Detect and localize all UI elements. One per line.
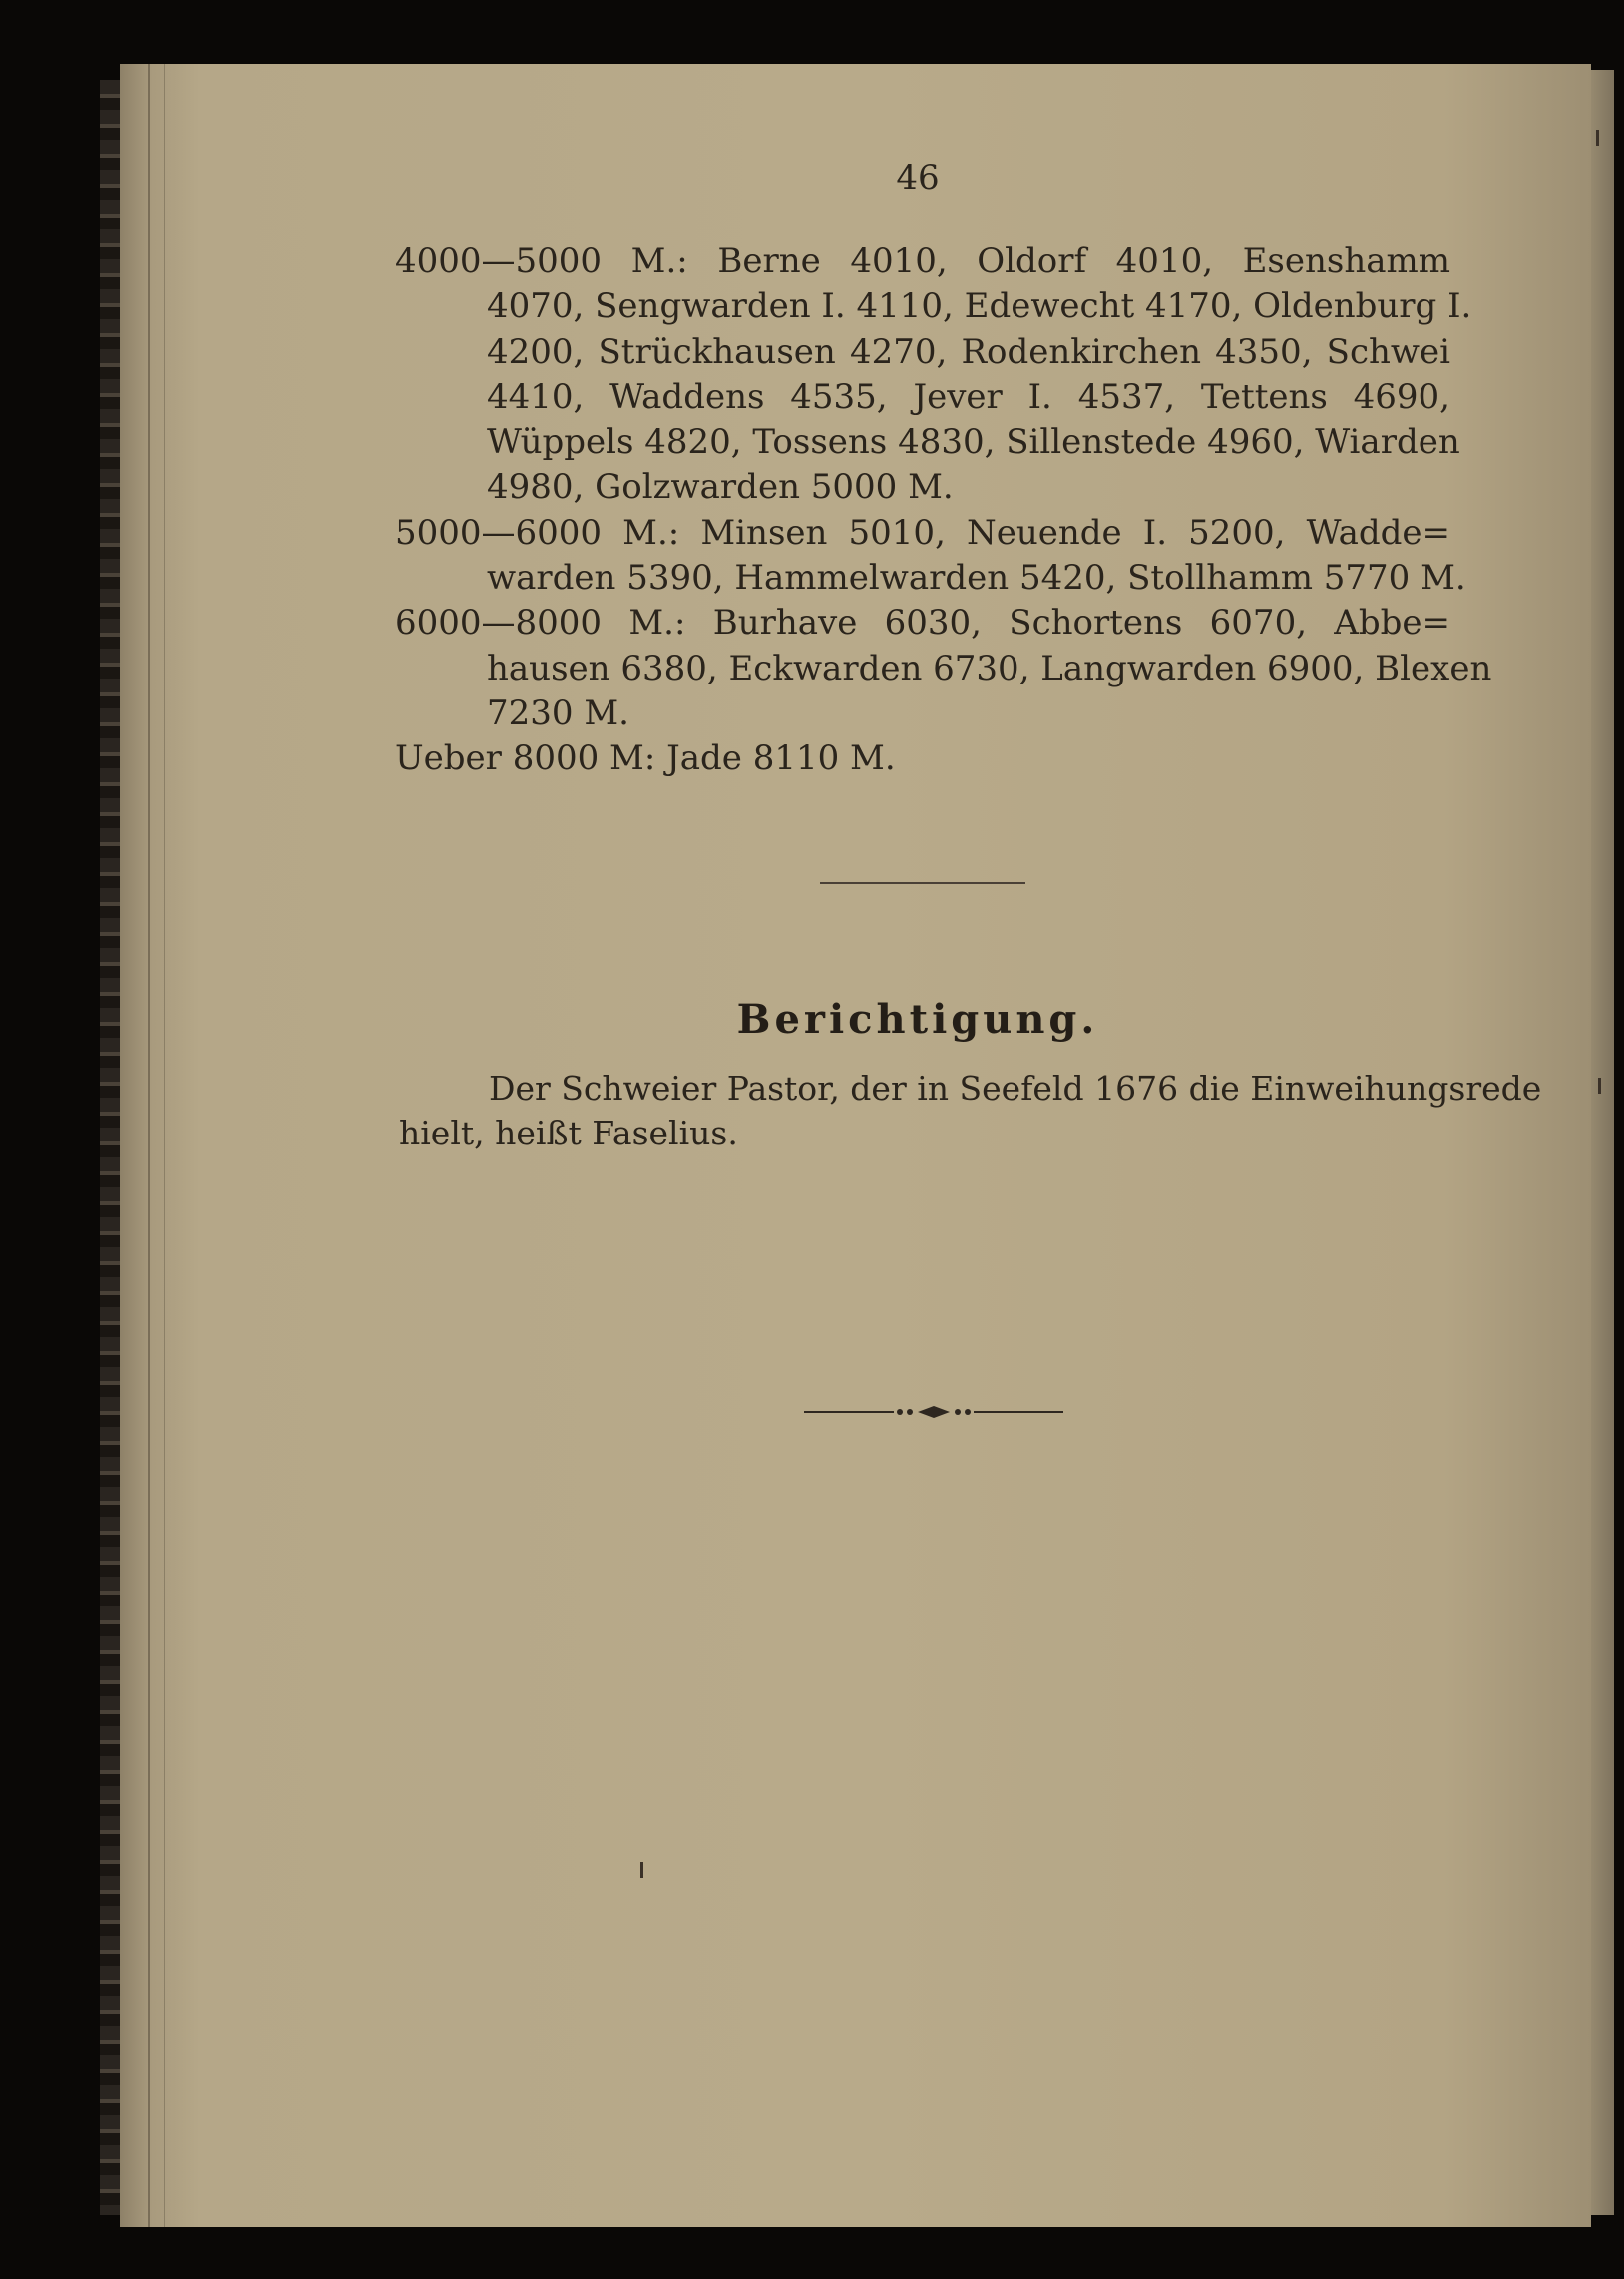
page-number: 46 [896, 158, 940, 198]
bracket-entry-over-8000 [395, 736, 1450, 781]
bracket-entry-4000-5000 [395, 239, 1472, 511]
entry-line: 5000—6000 M.: Minsen 5010, Neuende I. 5200, Wadde= [395, 512, 1450, 553]
ink-speck [1596, 130, 1599, 146]
entry-line: Ueber 8000 M: Jade 8110 M. [395, 738, 896, 779]
entry-line: 4000—5000 M.: Berne 4010, Oldorf 4010, Esenshamm [395, 241, 1450, 281]
correction-paragraph [399, 1066, 1542, 1156]
entry-line: warden 5390, Hammelwarden 5420, Stollhamm 5770 M. [487, 558, 1466, 599]
correction-line: hielt, heißt Faselius. [399, 1114, 738, 1153]
entry-line: 4200, Strückhausen 4270, Rodenkirchen 4350, Schwei [487, 331, 1450, 372]
tax-bracket-list [395, 239, 1492, 782]
ink-speck [1598, 1078, 1601, 1094]
ornamental-divider [804, 1397, 1063, 1427]
entry-line: Wüppels 4820, Tossens 4830, Sillenstede 4960, Wiarden [487, 422, 1460, 463]
bracket-entry-5000-6000 [395, 511, 1466, 602]
correction-line: Der Schweier Pastor, der in Seefeld 1676 die Einweihungsrede [489, 1069, 1542, 1108]
entry-line: 6000—8000 M.: Burhave 6030, Schortens 6070, Abbe= [395, 603, 1450, 644]
entry-line: 4410, Waddens 4535, Jever I. 4537, Tettens 4690, [487, 376, 1450, 417]
entry-line: 4980, Golzwarden 5000 M. [487, 467, 954, 508]
section-divider [820, 882, 1025, 884]
entry-line: hausen 6380, Eckwarden 6730, Langwarden 6900, Blexen [487, 648, 1492, 688]
bracket-entry-6000-8000 [395, 601, 1492, 736]
ink-speck [640, 1862, 643, 1878]
entry-line: 4070, Sengwarden I. 4110, Edewecht 4170, Oldenburg I. [487, 286, 1472, 327]
correction-heading: Berichtigung. [736, 996, 1099, 1043]
entry-line: 7230 M. [487, 692, 629, 733]
